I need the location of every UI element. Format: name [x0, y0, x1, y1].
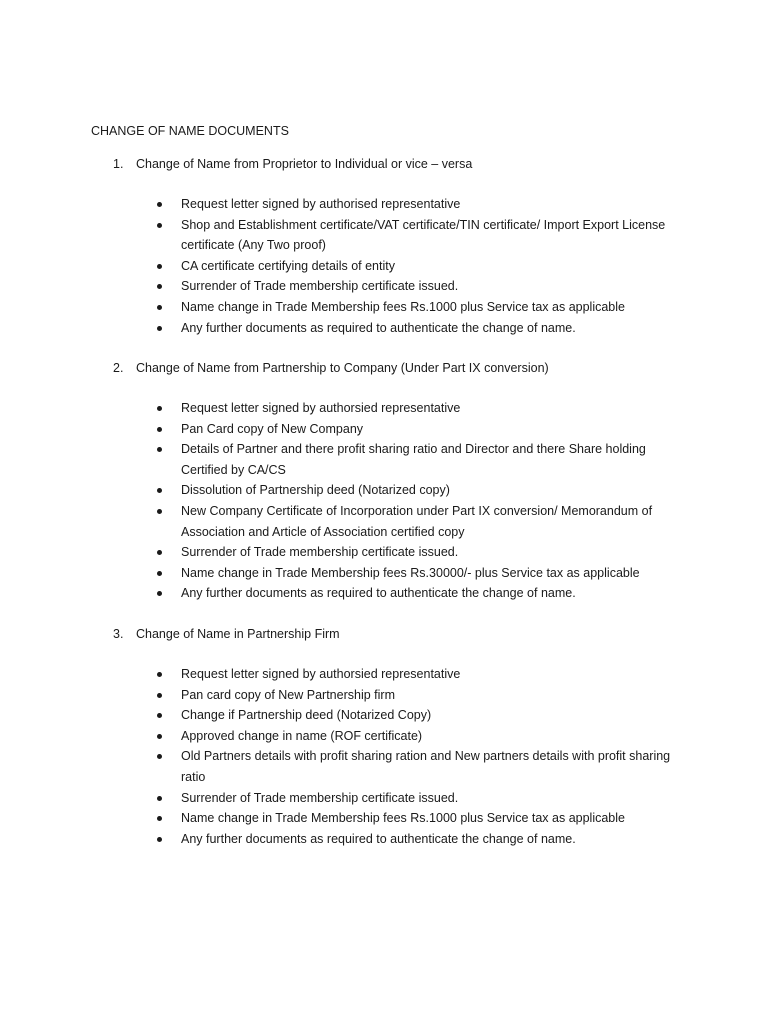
bullet-icon	[157, 509, 162, 514]
list-item: Surrender of Trade membership certificate issued.	[155, 788, 685, 809]
list-item: Change if Partnership deed (Notarized Copy)	[155, 705, 685, 726]
bullet-icon	[157, 754, 162, 759]
section-heading-text: Change of Name in Partnership Firm	[136, 627, 340, 641]
list-item: Any further documents as required to authenticate the change of name.	[155, 829, 685, 850]
section-number: 2.	[113, 361, 124, 375]
list-item: Surrender of Trade membership certificate issued.	[155, 276, 685, 297]
bullet-icon	[157, 571, 162, 576]
bullet-icon	[157, 672, 162, 677]
list-item: Name change in Trade Membership fees Rs.1000 plus Service tax as applicable	[155, 297, 685, 318]
list-item: Request letter signed by authorsied representative	[155, 664, 685, 685]
section-heading-1	[113, 156, 472, 172]
list-item: CA certificate certifying details of entity	[155, 256, 685, 277]
section-heading-text: Change of Name from Partnership to Company (Under Part IX conversion)	[136, 361, 549, 375]
bullet-icon	[157, 693, 162, 698]
section-3-list	[155, 664, 685, 849]
bullet-icon	[157, 264, 162, 269]
section-heading-2	[113, 360, 549, 376]
bullet-icon	[157, 816, 162, 821]
bullet-icon	[157, 305, 162, 310]
bullet-icon	[157, 406, 162, 411]
bullet-icon	[157, 447, 162, 452]
list-item: Any further documents as required to authenticate the change of name.	[155, 318, 685, 339]
bullet-icon	[157, 223, 162, 228]
bullet-icon	[157, 591, 162, 596]
list-item: Dissolution of Partnership deed (Notarized copy)	[155, 480, 685, 501]
section-1-list	[155, 194, 685, 338]
list-item: Shop and Establishment certificate/VAT certificate/TIN certificate/ Import Export License certificate (Any Two proof)	[155, 215, 685, 256]
bullet-icon	[157, 550, 162, 555]
list-item: Pan Card copy of New Company	[155, 419, 685, 440]
bullet-icon	[157, 202, 162, 207]
list-item: Name change in Trade Membership fees Rs.1000 plus Service tax as applicable	[155, 808, 685, 829]
list-item: Approved change in name (ROF certificate)	[155, 726, 685, 747]
list-item: Name change in Trade Membership fees Rs.30000/- plus Service tax as applicable	[155, 563, 685, 584]
document-title: CHANGE OF NAME DOCUMENTS	[91, 124, 289, 138]
bullet-icon	[157, 734, 162, 739]
bullet-icon	[157, 488, 162, 493]
list-item: Old Partners details with profit sharing ration and New partners details with profit sharing ratio	[155, 746, 685, 787]
bullet-icon	[157, 796, 162, 801]
list-item: Details of Partner and there profit sharing ratio and Director and there Share holding Certified by CA/CS	[155, 439, 685, 480]
bullet-icon	[157, 284, 162, 289]
section-number: 1.	[113, 157, 124, 171]
bullet-icon	[157, 427, 162, 432]
list-item: New Company Certificate of Incorporation under Part IX conversion/ Memorandum of Association and Article of Association certified copy	[155, 501, 685, 542]
list-item: Pan card copy of New Partnership firm	[155, 685, 685, 706]
section-heading-3	[113, 626, 340, 642]
bullet-icon	[157, 837, 162, 842]
section-number: 3.	[113, 627, 124, 641]
section-2-list	[155, 398, 685, 604]
section-heading-text: Change of Name from Proprietor to Individual or vice – versa	[136, 157, 473, 171]
list-item: Surrender of Trade membership certificate issued.	[155, 542, 685, 563]
list-item: Request letter signed by authorised representative	[155, 194, 685, 215]
list-item: Any further documents as required to authenticate the change of name.	[155, 583, 685, 604]
list-item: Request letter signed by authorsied representative	[155, 398, 685, 419]
bullet-icon	[157, 713, 162, 718]
bullet-icon	[157, 326, 162, 331]
